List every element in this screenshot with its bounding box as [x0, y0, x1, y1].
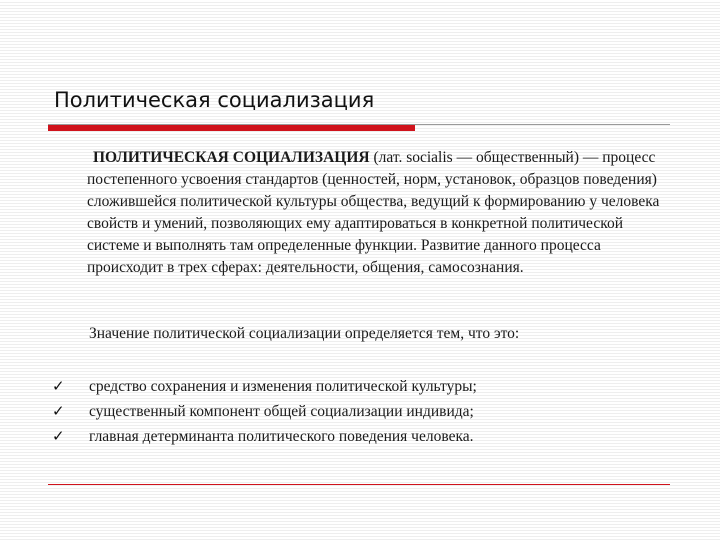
list-item-text: существенный компонент общей социализации индивида; — [89, 403, 474, 420]
list-item — [50, 399, 680, 424]
list-item — [50, 374, 680, 399]
bullet-list — [50, 374, 680, 449]
checkmark-icon: ✓ — [52, 402, 65, 420]
checkmark-icon: ✓ — [52, 377, 65, 395]
list-item-text: средство сохранения и изменения политической культуры; — [89, 378, 477, 395]
definition-text: (лат. socialis — общественный) — процесс постепенного усвоения стандартов (ценностей, норм, установок, образцов поведения) сложившейся политической культуры общества, ведущий к формированию у человека свойств и умений, позволяющих ему адаптироваться в конкретной политической системе и выполнять там определенные функции. Развитие данного процесса происходит в трех сферах: деятельности, общения, самосознания. — [87, 149, 660, 276]
list-item-text: главная детерминанта политического поведения человека. — [89, 428, 474, 445]
significance-intro: Значение политической социализации определяется тем, что это: — [89, 325, 520, 342]
definition-term: ПОЛИТИЧЕСКАЯ СОЦИАЛИЗАЦИЯ — [93, 149, 370, 166]
definition-paragraph — [87, 147, 677, 279]
title-underline-accent — [48, 125, 415, 131]
slide-title: Политическая социализация — [54, 88, 375, 112]
checkmark-icon: ✓ — [52, 427, 65, 445]
list-item — [50, 424, 680, 449]
bottom-divider — [48, 484, 670, 485]
